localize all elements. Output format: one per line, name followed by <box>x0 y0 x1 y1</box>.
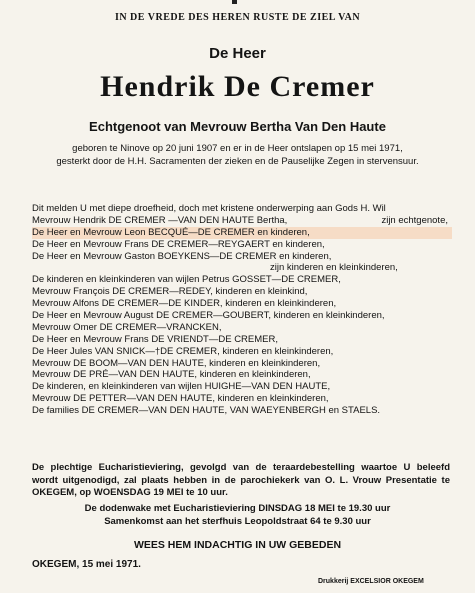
family-line-text: Mevrouw DE BOOM—VAN DEN HAUTE, kinderen en kleinkinderen, <box>32 357 321 369</box>
family-line-text: De Heer en Mevrouw Gaston BOEYKENS—DE CREMER en kinderen, <box>32 250 332 262</box>
family-line-text: Mevrouw DE PETTER—VAN DEN HAUTE, kinderen en kleinkinderen, <box>32 393 329 405</box>
family-line <box>32 310 452 322</box>
ceremony-line: De plechtige Eucharistieviering, gevolgd van de teraardebestelling waartoe U beleefd <box>32 462 450 473</box>
birth-line: geboren te Ninove op 20 juni 1907 en er in de Heer ontslapen op 15 mei 1971, <box>72 143 403 154</box>
family-line-text: Mevrouw DE PRÉ—VAN DEN HAUTE, kinderen en kleinkinderen, <box>32 369 311 381</box>
family-line <box>32 298 452 310</box>
family-line <box>32 346 452 358</box>
family-line-text: De kinderen, en kleinkinderen van wijlen HUIGHE—VAN DEN HAUTE, <box>32 381 331 393</box>
printer-credit: Drukkerij EXCELSIOR OKEGEM <box>318 578 424 585</box>
family-line <box>32 274 452 286</box>
family-line <box>32 262 452 274</box>
family-line <box>32 369 452 381</box>
family-line-text: Mevrouw Hendrik DE CREMER —VAN DEN HAUTE Bertha, <box>32 214 288 226</box>
deceased-name: Hendrik De Cremer <box>100 70 375 103</box>
family-line-text: Mevrouw Omer DE CREMER—VRANCKEN, <box>32 321 222 333</box>
family-line-text: De Heer en Mevrouw Frans DE CREMER—REYGAERT en kinderen, <box>32 238 325 250</box>
family-line-text: De families DE CREMER—VAN DEN HAUTE, VAN WAEYENBERGH en STAELS. <box>32 405 381 417</box>
intro-line: IN DE VREDE DES HEREN RUSTE DE ZIEL VAN <box>114 12 361 23</box>
family-line-text: De Heer en Mevrouw Frans DE VRIENDT—DE CREMER, <box>32 333 278 345</box>
family-line-role: zijn echtgenote, <box>381 214 448 226</box>
family-line <box>32 286 452 298</box>
family-line-text: De Heer en Mevrouw August DE CREMER—GOUBERT, kinderen en kleinkinderen, <box>32 310 385 322</box>
family-line <box>32 227 452 239</box>
title-prefix: De Heer <box>209 45 266 62</box>
ceremony-block <box>32 462 450 500</box>
family-line-text: Mevrouw Alfons DE CREMER—DE KINDER, kinderen en kleinkinderen, <box>32 298 337 310</box>
family-line <box>32 393 452 405</box>
family-line <box>32 251 452 263</box>
family-line <box>32 239 452 251</box>
closing-line: WEES HEM INDACHTIG IN UW GEBEDEN <box>133 539 342 551</box>
family-line-text: Mevrouw François DE CREMER—REDEY, kinderen en kleinkind, <box>32 286 308 298</box>
cross-mark <box>232 0 237 4</box>
family-line <box>32 405 452 417</box>
ceremony-line: wordt uitgenodigd, zal plaats hebben in de parochiekerk van O. L. Vrouw Presentatie te <box>32 474 450 486</box>
family-line-role: zijn kinderen en kleinkinderen, <box>270 262 398 274</box>
place-date: OKEGEM, 15 mei 1971. <box>32 559 141 570</box>
family-line <box>32 381 452 393</box>
sacraments-line: gesterkt door de H.H. Sacramenten der zieken en de Pauselijke Zegen in stervensuur. <box>56 156 419 167</box>
family-line <box>32 334 452 346</box>
ceremony-line: OKEGEM, op WOENSDAG 19 MEI te 10 uur. <box>32 487 228 498</box>
family-line-text: De Heer en Mevrouw Leon BECQUÉ—DE CREMER en kinderen, <box>32 226 310 238</box>
family-line <box>32 322 452 334</box>
family-line <box>32 358 452 370</box>
announcement-lead: Dit melden U met diepe droefheid, doch met kristene onderwerping aan Gods H. Wil <box>32 203 386 214</box>
spouse-line: Echtgenoot van Mevrouw Bertha Van Den Haute <box>89 119 386 134</box>
family-line-text: De Heer Jules VAN SNICK—†DE CREMER, kinderen en kleinkinderen, <box>32 345 334 357</box>
gathering-line: Samenkomst aan het sterfhuis Leopoldstraat 64 te 9.30 uur <box>104 516 371 527</box>
family-list <box>32 203 452 417</box>
wake-line: De dodenwake met Eucharistieviering DINSDAG 18 MEI te 19.30 uur <box>84 503 391 514</box>
family-line <box>32 215 452 227</box>
family-line-text: De kinderen en kleinkinderen van wijlen Petrus GOSSET—DE CREMER, <box>32 274 341 286</box>
